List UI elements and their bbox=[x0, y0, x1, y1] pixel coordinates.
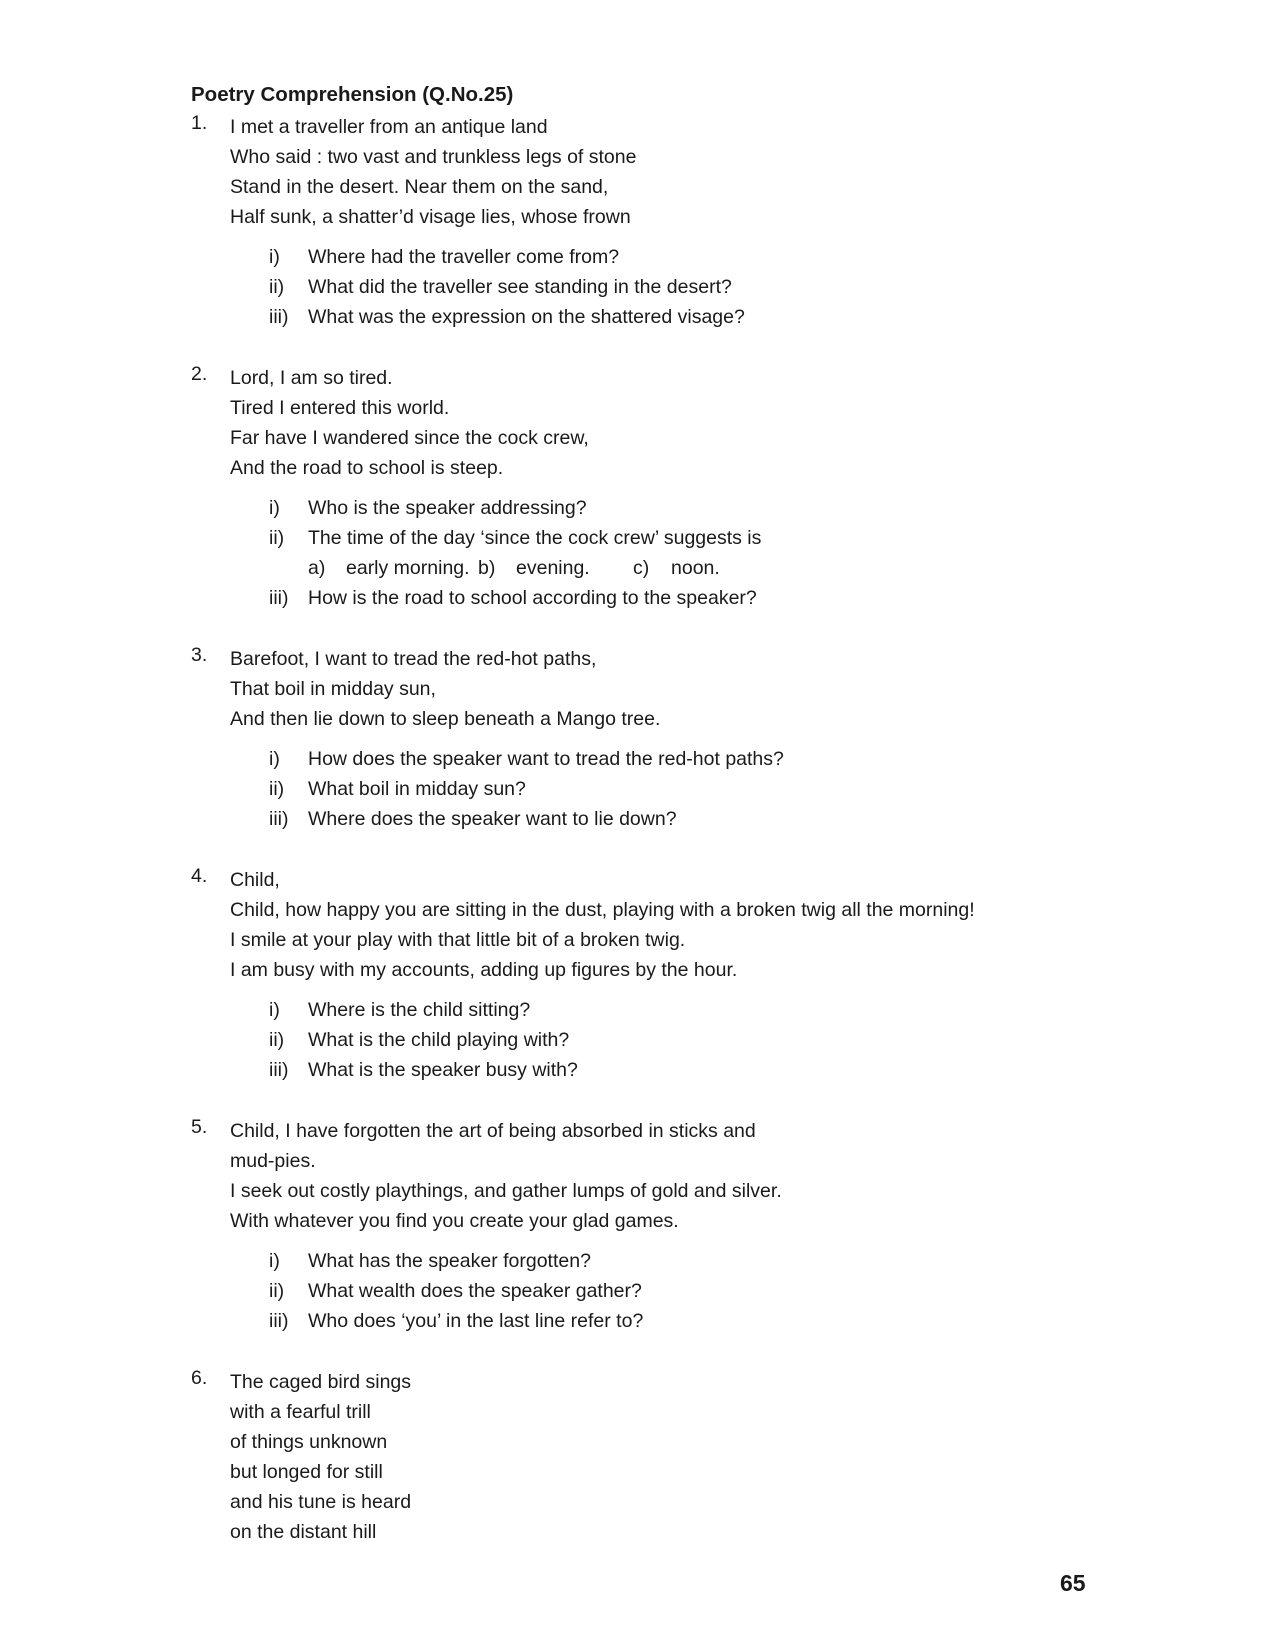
question-number: 2. bbox=[191, 363, 208, 385]
poem-excerpt bbox=[191, 363, 1091, 483]
subquestion-text: Where had the traveller come from? bbox=[308, 246, 620, 268]
subquestion-list bbox=[191, 744, 1091, 834]
subquestion-numeral: iii) bbox=[269, 1310, 289, 1332]
subquestion bbox=[269, 1276, 1091, 1306]
question-number: 3. bbox=[191, 644, 208, 666]
poem-line: Half sunk, a shatter’d visage lies, whose frown bbox=[230, 206, 631, 228]
poem-line: I am busy with my accounts, adding up figures by the hour. bbox=[230, 959, 738, 981]
subquestion-numeral: ii) bbox=[269, 1280, 285, 1302]
poem-line: mud-pies. bbox=[230, 1150, 316, 1172]
section-title: Poetry Comprehension (Q.No.25) bbox=[191, 83, 514, 106]
subquestion-numeral: ii) bbox=[269, 276, 285, 298]
poem-line: Child, I have forgotten the art of being absorbed in sticks and bbox=[230, 1120, 756, 1142]
poem-excerpt bbox=[191, 112, 1091, 232]
poem-line: Child, bbox=[230, 869, 280, 891]
poem-line: And the road to school is steep. bbox=[230, 457, 504, 479]
poem-line: Tired I entered this world. bbox=[230, 397, 450, 419]
subquestion bbox=[269, 744, 1091, 774]
subquestion-list bbox=[191, 995, 1091, 1085]
subquestion-numeral: iii) bbox=[269, 587, 289, 609]
poem-excerpt bbox=[191, 1367, 1091, 1547]
poem-line: With whatever you find you create your glad games. bbox=[230, 1210, 679, 1232]
poem-line: I smile at your play with that little bit of a broken twig. bbox=[230, 929, 686, 951]
subquestion bbox=[269, 1025, 1091, 1055]
option-text: noon. bbox=[671, 557, 720, 579]
subquestion-numeral: ii) bbox=[269, 1029, 285, 1051]
subquestion-text: What was the expression on the shattered visage? bbox=[308, 306, 745, 328]
poem-line: but longed for still bbox=[230, 1461, 383, 1483]
option-letter: a) bbox=[308, 557, 326, 579]
subquestion-numeral: iii) bbox=[269, 1059, 289, 1081]
subquestion-text: Where does the speaker want to lie down? bbox=[308, 808, 677, 830]
subquestion-list bbox=[191, 493, 1091, 613]
subquestion-text: How does the speaker want to tread the red-hot paths? bbox=[308, 748, 784, 770]
subquestion-numeral: iii) bbox=[269, 808, 289, 830]
question-1 bbox=[191, 112, 1091, 332]
subquestion-list bbox=[191, 1246, 1091, 1336]
answer-option bbox=[308, 553, 478, 583]
subquestion-text: Who does ‘you’ in the last line refer to? bbox=[308, 1310, 644, 1332]
subquestion-numeral: i) bbox=[269, 999, 280, 1021]
poem-excerpt bbox=[191, 644, 1091, 734]
subquestion bbox=[269, 804, 1091, 834]
subquestion bbox=[269, 493, 1091, 523]
subquestion-text: Who is the speaker addressing? bbox=[308, 497, 587, 519]
subquestion-numeral: i) bbox=[269, 497, 280, 519]
poem-line: and his tune is heard bbox=[230, 1491, 412, 1513]
document-page bbox=[191, 80, 1091, 1578]
question-2 bbox=[191, 363, 1091, 613]
page-number: 65 bbox=[1060, 1570, 1086, 1596]
poem-line: Lord, I am so tired. bbox=[230, 367, 393, 389]
subquestion bbox=[269, 1306, 1091, 1336]
poem-line: with a fearful trill bbox=[230, 1401, 371, 1423]
poem-excerpt bbox=[191, 1116, 1091, 1236]
subquestion bbox=[269, 774, 1091, 804]
option-letter: b) bbox=[478, 557, 496, 579]
poem-line: Barefoot, I want to tread the red-hot paths, bbox=[230, 648, 597, 670]
question-number: 1. bbox=[191, 112, 208, 134]
question-5 bbox=[191, 1116, 1091, 1336]
poem-line: Far have I wandered since the cock crew, bbox=[230, 427, 589, 449]
subquestion bbox=[269, 242, 1091, 272]
poem-line: Child, how happy you are sitting in the dust, playing with a broken twig all the morning! bbox=[230, 899, 975, 921]
question-number: 5. bbox=[191, 1116, 208, 1138]
poem-line: That boil in midday sun, bbox=[230, 678, 436, 700]
subquestion-text: What boil in midday sun? bbox=[308, 778, 526, 800]
poem-line: Stand in the desert. Near them on the sand, bbox=[230, 176, 609, 198]
subquestion-numeral: i) bbox=[269, 246, 280, 268]
subquestion bbox=[269, 995, 1091, 1025]
subquestion-numeral: ii) bbox=[269, 778, 285, 800]
subquestion-text: What is the child playing with? bbox=[308, 1029, 570, 1051]
answer-option bbox=[633, 553, 720, 583]
subquestion-numeral: i) bbox=[269, 1250, 280, 1272]
poem-line: I met a traveller from an antique land bbox=[230, 116, 548, 138]
subquestion-numeral: ii) bbox=[269, 527, 285, 549]
subquestion-numeral: i) bbox=[269, 748, 280, 770]
subquestion bbox=[269, 583, 1091, 613]
answer-option bbox=[478, 553, 633, 583]
subquestion bbox=[269, 523, 1091, 553]
subquestion-numeral: iii) bbox=[269, 306, 289, 328]
subquestion bbox=[269, 272, 1091, 302]
subquestion-text: What is the speaker busy with? bbox=[308, 1059, 578, 1081]
subquestion bbox=[269, 1246, 1091, 1276]
option-text: early morning. bbox=[346, 557, 470, 579]
subquestion-text: The time of the day ‘since the cock crew’ suggests is bbox=[308, 527, 762, 549]
option-letter: c) bbox=[633, 557, 650, 579]
question-number: 6. bbox=[191, 1367, 208, 1389]
poem-line: on the distant hill bbox=[230, 1521, 377, 1543]
question-4 bbox=[191, 865, 1091, 1085]
subquestion-text: How is the road to school according to the speaker? bbox=[308, 587, 757, 609]
subquestion-text: What did the traveller see standing in the desert? bbox=[308, 276, 732, 298]
poem-line: of things unknown bbox=[230, 1431, 388, 1453]
subquestion-list bbox=[191, 242, 1091, 332]
poem-line: Who said : two vast and trunkless legs of stone bbox=[230, 146, 637, 168]
question-number: 4. bbox=[191, 865, 208, 887]
subquestion bbox=[269, 1055, 1091, 1085]
poem-line: The caged bird sings bbox=[230, 1371, 412, 1393]
poem-line: I seek out costly playthings, and gather lumps of gold and silver. bbox=[230, 1180, 782, 1202]
subquestion-text: What wealth does the speaker gather? bbox=[308, 1280, 642, 1302]
option-text: evening. bbox=[516, 557, 590, 579]
question-3 bbox=[191, 644, 1091, 834]
subquestion-text: What has the speaker forgotten? bbox=[308, 1250, 591, 1272]
subquestion bbox=[269, 302, 1091, 332]
poem-line: And then lie down to sleep beneath a Mango tree. bbox=[230, 708, 661, 730]
question-6 bbox=[191, 1367, 1091, 1547]
subquestion-text: Where is the child sitting? bbox=[308, 999, 531, 1021]
answer-options bbox=[269, 553, 1091, 583]
poem-excerpt bbox=[191, 865, 1091, 985]
